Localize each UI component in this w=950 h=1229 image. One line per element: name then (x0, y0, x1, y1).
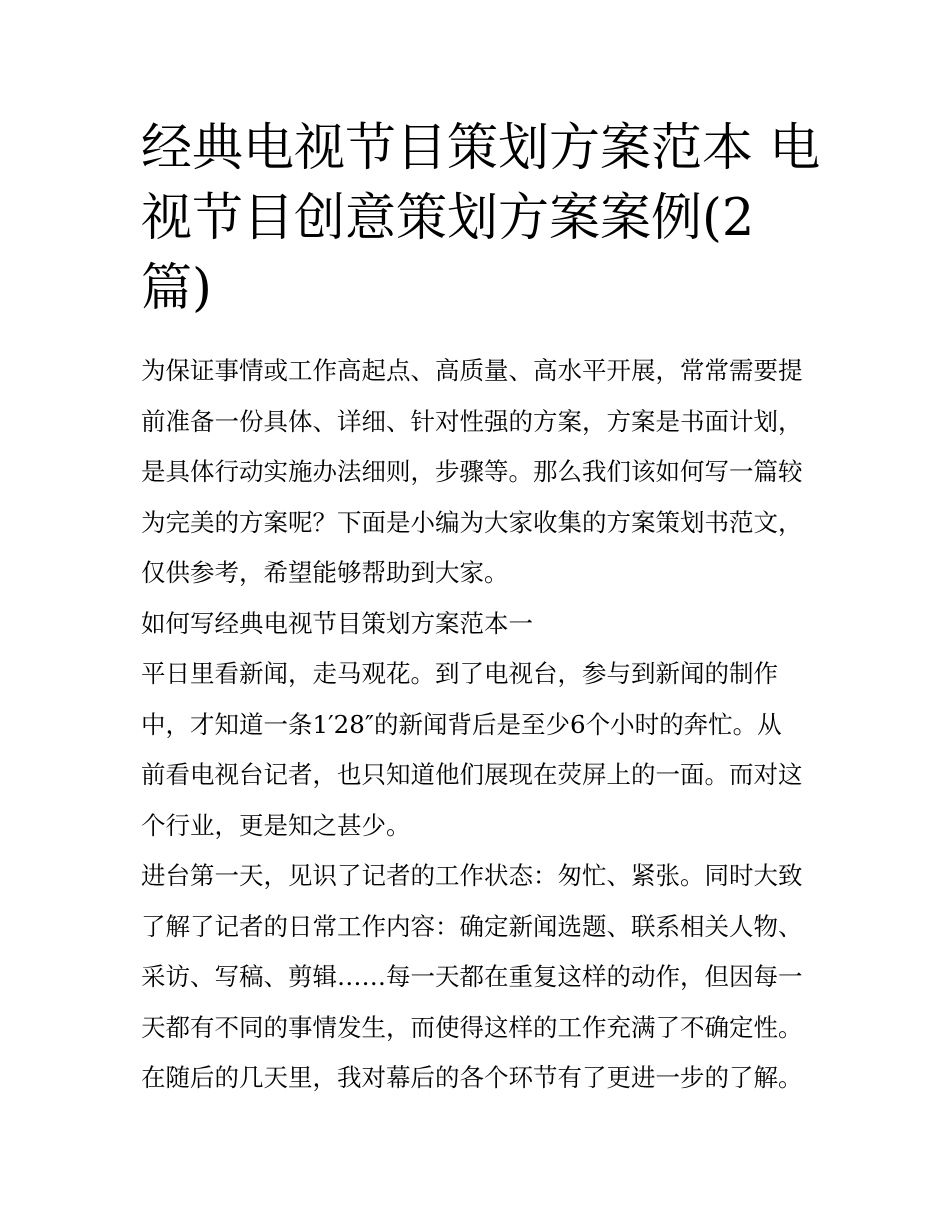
body-line: 为保证事情或工作高起点、高质量、高水平开展，常常需要提 (141, 356, 803, 385)
title-line: 篇) (141, 259, 212, 318)
body-line: 仅供参考，希望能够帮助到大家。 (141, 558, 509, 587)
title-line: 经典电视节目策划方案范本 电 (141, 119, 821, 178)
document-content (141, 114, 821, 1104)
body-line: 前看电视台记者，也只知道他们展现在荧屏上的一面。而对这 (141, 760, 803, 789)
section-heading: 如何写经典电视节目策划方案范本一 (141, 608, 533, 638)
body-line: 进台第一天，见识了记者的工作状态：匆忙、紧张。同时大致 (141, 861, 803, 890)
body-line: 前准备一份具体、详细、针对性强的方案，方案是书面计划， (141, 406, 803, 436)
body-line: 天都有不同的事情发生，而使得这样的工作充满了不确定性。 (141, 1012, 803, 1042)
body-line: 平日里看新闻，走马观花。到了电视台，参与到新闻的制作 (141, 659, 778, 688)
body-line: 了解了记者的日常工作内容：确定新闻选题、联系相关人物、 (141, 911, 803, 941)
body-line: 采访、写稿、剪辑……每一天都在重复这样的动作，但因每一 (141, 962, 803, 991)
title-line: 视节目创意策划方案案例(2 (141, 189, 755, 248)
body-line: 是具体行动实施办法细则，步骤等。那么我们该如何写一篇较 (141, 457, 803, 486)
body-line: 中，才知道一条1′28″的新闻背后是至少6个小时的奔忙。从 (141, 709, 782, 739)
body-line: 个行业，更是知之甚少。 (141, 810, 411, 840)
document-body (141, 346, 816, 1104)
body-line: 在随后的几天里，我对幕后的各个环节有了更进一步的了解。 (141, 1063, 803, 1092)
body-line: 为完美的方案呢？下面是小编为大家收集的方案策划书范文， (141, 507, 803, 537)
document-title (141, 114, 821, 324)
